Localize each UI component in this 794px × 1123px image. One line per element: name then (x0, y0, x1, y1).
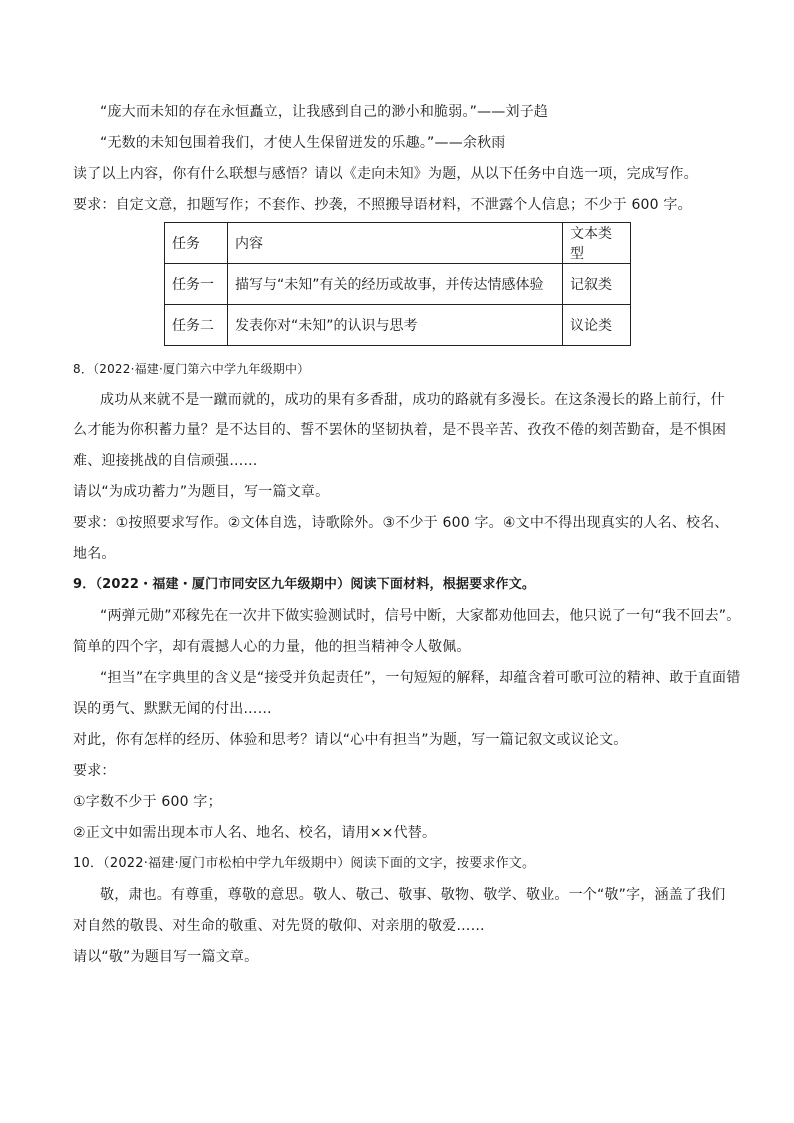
q9-material-line: 简单的四个字，却有震撼人心的力量，他的担当精神令人敬佩。 (73, 639, 471, 655)
table-header-cell: 文本类型 (563, 223, 631, 264)
table-header-cell: 任务 (165, 223, 228, 264)
q7-prompt: 读了以上内容，你有什么联想与感悟？请以《走向未知》为题，从以下任务中自选一项，完成写作。 (73, 166, 698, 182)
table-cell: 发表你对“未知”的认识与思考 (228, 305, 563, 346)
q9-prompt: 对此，你有怎样的经历、体验和思考？请以“心中有担当”为题，写一篇记叙文或议论文。 (73, 732, 628, 748)
q10-material-line: 对自然的敬畏、对生命的敬重、对先贤的敬仰、对亲朋的敬爱…… (73, 918, 485, 934)
q10-source: 10．（2022·福建·厦门市松柏中学九年级期中）阅读下面的文字，按要求作文。 (73, 856, 536, 871)
q8-material-line: 么才能为你积蓄力量？是不达目的、誓不罢休的坚韧执着，是不畏辛苦、孜孜不倦的刻苦勤奋，是不惧困 (73, 422, 727, 438)
table-header-row (165, 223, 631, 264)
q8-requirement: 要求：①按照要求写作。②文体自选，诗歌除外。③不少于 600 字。④文中不得出现真实的人名、校名、 (73, 515, 729, 531)
q8-prompt: 请以“为成功蓄力”为题目，写一篇文章。 (73, 484, 330, 500)
table-cell: 记叙类 (563, 264, 631, 305)
table-row (165, 264, 631, 305)
task-table (164, 222, 631, 346)
q8-requirement: 地名。 (73, 546, 116, 562)
table-cell: 任务一 (165, 264, 228, 305)
q9-requirement-item: ①字数不少于 600 字； (73, 794, 222, 810)
q9-requirement-label: 要求： (73, 763, 116, 779)
table-cell: 议论类 (563, 305, 631, 346)
table-row (165, 305, 631, 346)
quote-yu: “无数的未知包围着我们，才使人生保留迸发的乐趣。”——余秋雨 (100, 135, 506, 151)
q10-material-line: 敬，肃也。有尊重，尊敬的意思。敬人、敬己、敬事、敬物、敬学、敬业。一个“敬”字，涵盖了我们 (100, 887, 726, 903)
quote-liu: “庞大而未知的存在永恒矗立，让我感到自己的渺小和脆弱。”——刘子趋 (100, 104, 549, 120)
q8-source: 8．（2022·福建·厦门第六中学九年级期中） (73, 362, 310, 376)
q9-material-line: “两弹元勋”邓稼先在一次井下做实验测试时，信号中断，大家都劝他回去，他只说了一句“我不回去”。 (100, 608, 741, 624)
table-header-cell: 内容 (228, 223, 563, 264)
table-cell: 任务二 (165, 305, 228, 346)
q9-source: 9．（2022・福建・厦门市同安区九年级期中）阅读下面材料，根据要求作文。 (73, 577, 536, 592)
q7-requirement: 要求：自定文意，扣题写作；不套作、抄袭，不照搬导语材料，不泄露个人信息；不少于 600 字。 (73, 197, 692, 213)
q8-material-line: 成功从来就不是一蹴而就的，成功的果有多香甜，成功的路就有多漫长。在这条漫长的路上前行，什 (100, 392, 725, 408)
q8-material-line: 难、迎接挑战的自信顽强…… (73, 453, 258, 469)
q9-material-line: “担当”在字典里的含义是“接受并负起责任”，一句短短的解释，却蕴含着可歌可泣的精神、敢于直面错 (100, 670, 741, 686)
table-cell: 描写与“未知”有关的经历或故事，并传达情感体验 (228, 264, 563, 305)
q9-material-line: 误的勇气、默默无闻的付出…… (73, 701, 272, 717)
q10-prompt: 请以“敬”为题目写一篇文章。 (73, 949, 259, 965)
q9-requirement-item: ②正文中如需出现本市人名、地名、校名，请用××代替。 (73, 825, 437, 841)
